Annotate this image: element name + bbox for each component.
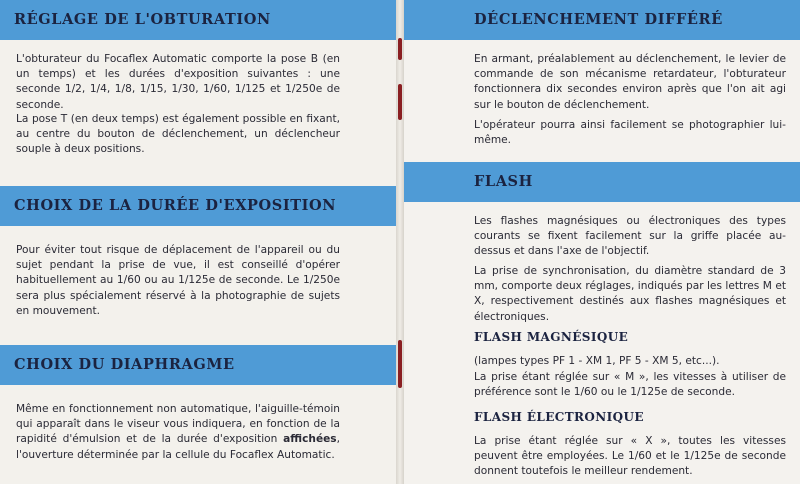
paragraph: L'obturateur du Focaflex Automatic comporte la pose B (en un temps) et les durées d'exposition suivantes : une seconde 1/2, 1/4, 1/8, 1/15, 1/30, 1/60, 1/125 et 1/250e de seconde. (16, 53, 340, 111)
paragraph: La prise de synchronisation, du diamètre standard de 3 mm, comporte deux réglages, indiqués par les lettres M et X, respectivement destinés aux flashes magnésiques et électroniques. (474, 265, 786, 323)
paragraph-text: , l'ouverture déterminée par la cellule du Focaflex Automatic. (16, 433, 340, 461)
paragraph: La prise étant réglée sur « X », toutes les vitesses peuvent être employées. Le 1/60 et le 1/125e de seconde donnent toutefois le meilleur rendement. (474, 435, 786, 478)
paragraph: La pose T (en deux temps) est également possible en fixant, au centre du bouton de déclenchement, un déclencheur souple à deux positions. (16, 113, 340, 156)
section-title: RÉGLAGE DE L'OBTURATION (14, 11, 271, 28)
subsection-title: FLASH MAGNÉSIQUE (474, 330, 629, 344)
emphasis-text: affichées (283, 433, 337, 446)
left-page (0, 0, 396, 484)
paragraph: En armant, préalablement au déclenchement, le levier de commande de son mécanisme retardateur, l'obturateur fonctionnera dix secondes environ après que l'on ait agi sur le bouton de déclenchement. (474, 53, 786, 111)
section-header-duree-exposition (0, 186, 396, 226)
section-header-reglage-obturation (0, 0, 396, 40)
binding-stitch (398, 84, 402, 120)
paragraph-text: Même en fonctionnement non automatique, l'aiguille-témoin qui apparaît dans le viseur vous indiquera, en fonction de la rapidité d'émulsion et de la durée d'exposition (16, 403, 340, 446)
paragraph: L'opérateur pourra ainsi facilement se photographier lui-même. (474, 119, 786, 147)
paragraph: Pour éviter tout risque de déplacement de l'appareil ou du sujet pendant la prise de vue, il est conseillé d'opérer habituellement au 1/60 ou au 1/125e de seconde. Le 1/250e sera plus spécialement réservé à la photographie de sujets en mouvement. (16, 244, 340, 317)
paragraph (16, 402, 340, 463)
section-title: FLASH (474, 173, 533, 190)
paragraph: La prise étant réglée sur « M », les vitesses à utiliser de préférence sont le 1/60 ou le 1/125e de seconde. (474, 371, 786, 399)
binding-stitch (398, 38, 402, 60)
section-header-flash (404, 162, 800, 202)
right-page (404, 0, 800, 484)
paragraph: (lampes types PF 1 - XM 1, PF 5 - XM 5, etc...). (474, 355, 720, 367)
section-header-diaphragme (0, 345, 396, 385)
section-title: DÉCLENCHEMENT DIFFÉRÉ (474, 11, 723, 28)
section-header-declenchement-differe (404, 0, 800, 40)
subsection-title: FLASH ÉLECTRONIQUE (474, 410, 644, 424)
section-title: CHOIX DE LA DURÉE D'EXPOSITION (14, 197, 337, 214)
book-gutter (396, 0, 404, 484)
section-title: CHOIX DU DIAPHRAGME (14, 356, 235, 373)
paragraph: Les flashes magnésiques ou électroniques des types courants se fixent facilement sur la griffe placée au-dessus et dans l'axe de l'objectif. (474, 215, 786, 258)
binding-stitch (398, 340, 402, 388)
